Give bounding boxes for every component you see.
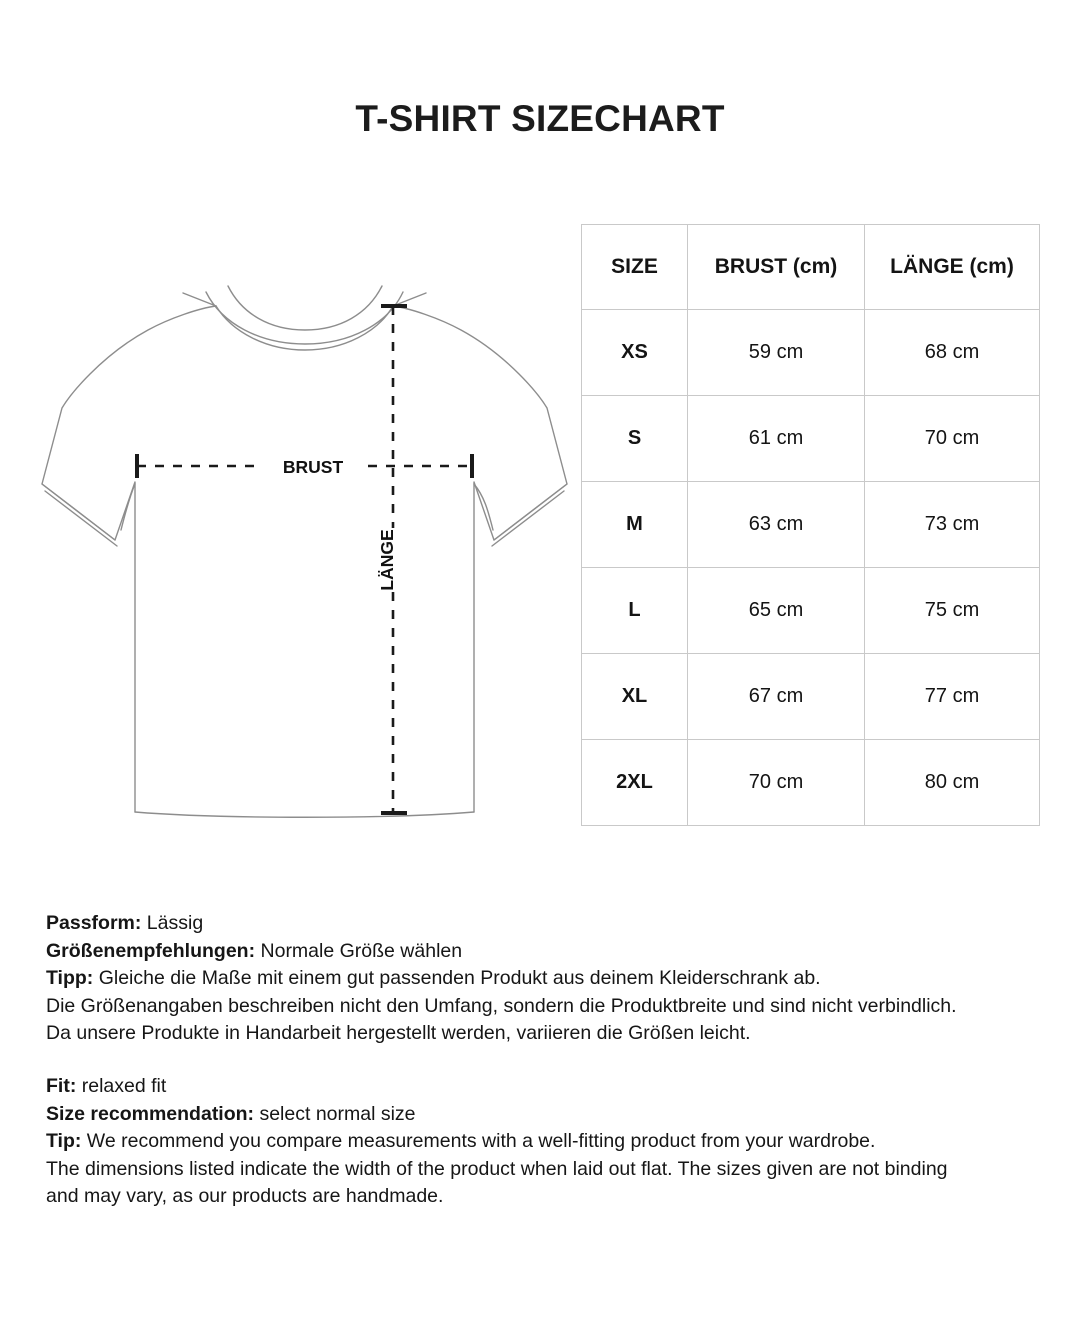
note-de-line5: Da unsere Produkte in Handarbeit hergestellt werden, variieren die Größen leicht. [46, 1022, 751, 1044]
cell-brust: 61 cm [688, 396, 865, 482]
cell-brust: 63 cm [688, 482, 865, 568]
table-row [582, 654, 1040, 740]
cell-size: M [582, 482, 688, 568]
table-row [582, 740, 1040, 826]
column-header-brust: BRUST (cm) [688, 225, 865, 310]
cell-laenge: 75 cm [865, 568, 1040, 654]
cell-brust: 70 cm [688, 740, 865, 826]
table-row [582, 396, 1040, 482]
note-en-tip [46, 1128, 1056, 1156]
tshirt-outline [42, 286, 567, 817]
note-en-fit-label: Fit: [46, 1075, 77, 1097]
cell-brust: 65 cm [688, 568, 865, 654]
column-header-size: SIZE [582, 225, 688, 310]
note-de-tip-label: Tipp: [46, 967, 94, 989]
cell-size: L [582, 568, 688, 654]
notes-english [46, 1073, 1056, 1211]
tshirt-illustration [20, 270, 580, 840]
note-en-line5: and may vary, as our products are handmade. [46, 1185, 444, 1207]
size-chart-table-container [581, 224, 1039, 826]
length-measure-label: LÄNGE [377, 529, 397, 591]
column-header-laenge: LÄNGE (cm) [865, 225, 1040, 310]
note-en-size-recommendation [46, 1101, 1056, 1129]
note-de-tip [46, 965, 1056, 993]
note-de-fit-value: Lässig [141, 912, 204, 934]
cell-laenge: 73 cm [865, 482, 1040, 568]
note-de-line4: Die Größenangaben beschreiben nicht den Umfang, sondern die Produktbreite und sind nicht verbindlich. [46, 994, 957, 1017]
cell-laenge: 68 cm [865, 310, 1040, 396]
note-en-size-recommendation-value: select normal size [254, 1102, 416, 1125]
note-en-line4: The dimensions listed indicate the width of the product when laid out flat. The sizes given are not binding [46, 1157, 948, 1180]
note-en-size-recommendation-label: Size recommendation: [46, 1102, 255, 1125]
note-en-tip-label: Tip: [46, 1130, 82, 1152]
notes-german [46, 910, 1056, 1048]
note-en-fit [46, 1073, 1056, 1101]
size-chart-table [581, 224, 1040, 826]
cell-size: 2XL [582, 740, 688, 826]
cell-size: XL [582, 654, 688, 740]
cell-laenge: 80 cm [865, 740, 1040, 826]
cell-size: XS [582, 310, 688, 396]
cell-laenge: 70 cm [865, 396, 1040, 482]
note-de-size-recommendation [46, 938, 1056, 966]
cell-laenge: 77 cm [865, 654, 1040, 740]
table-row [582, 568, 1040, 654]
cell-brust: 59 cm [688, 310, 865, 396]
cell-size: S [582, 396, 688, 482]
note-de-fit [46, 910, 1056, 938]
page-title: T-SHIRT SIZECHART [355, 98, 725, 139]
table-row [582, 482, 1040, 568]
note-de-fit-label: Passform: [46, 912, 142, 934]
table-row [582, 310, 1040, 396]
note-de-size-recommendation-value: Normale Größe wählen [255, 939, 463, 962]
note-en-fit-value: relaxed fit [76, 1075, 167, 1097]
chest-measure-label: BRUST [282, 457, 344, 477]
note-de-size-recommendation-label: Größenempfehlungen: [46, 939, 256, 962]
table-header-row [582, 225, 1040, 310]
note-de-tip-value: Gleiche die Maße mit einem gut passenden Produkt aus deinem Kleiderschrank ab. [93, 967, 821, 989]
note-en-tip-value: We recommend you compare measurements with a well-fitting product from your wardrobe. [81, 1130, 876, 1152]
cell-brust: 67 cm [688, 654, 865, 740]
